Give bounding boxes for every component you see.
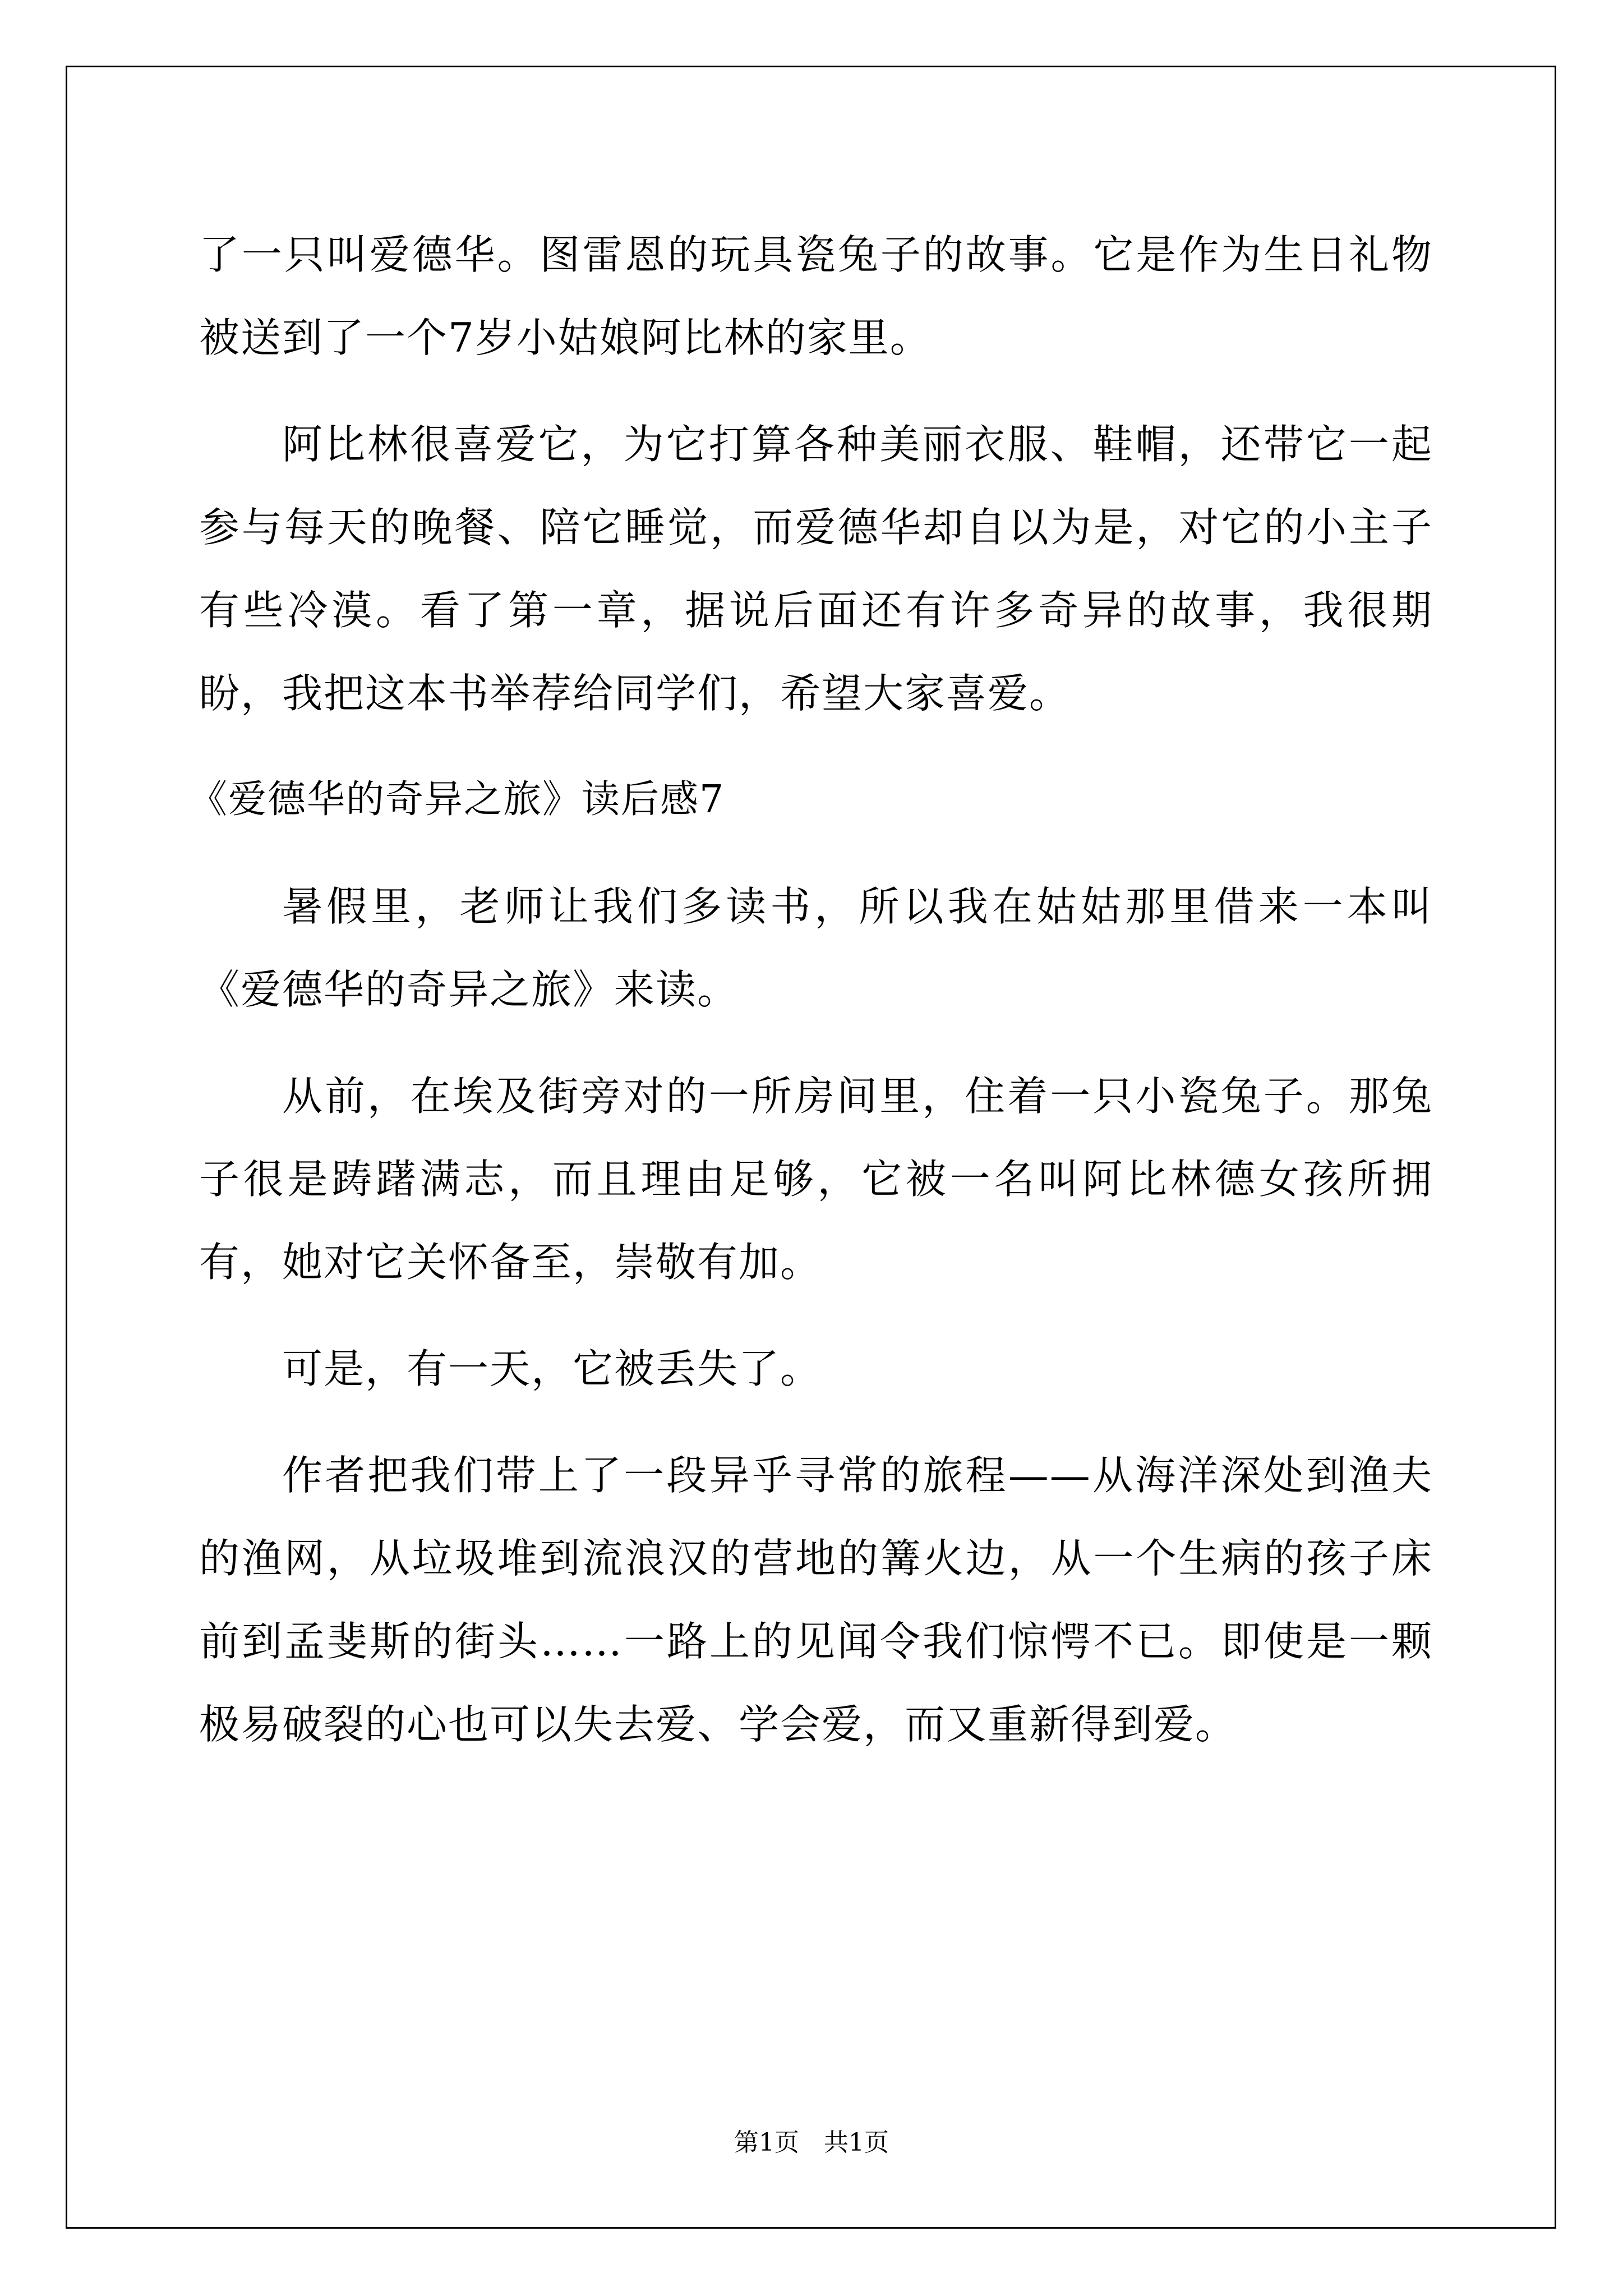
paragraph-3: 暑假里，老师让我们多读书，所以我在姑姑那里借来一本叫《爱德华的奇异之旅》来读。 [199, 883, 1433, 1013]
page-number-footer: 第1页 共1页 [734, 2128, 889, 2157]
paragraph-1: 了一只叫爱德华。图雷恩的玩具瓷兔子的故事。它是作为生日礼物被送到了一个7岁小姑娘阿比林的家里。 [199, 231, 1433, 361]
paragraph-5: 可是，有一天，它被丢失了。 [282, 1345, 822, 1392]
document-body [189, 213, 1433, 1789]
paragraph-2: 阿比林很喜爱它，为它打算各种美丽衣服、鞋帽，还带它一起参与每天的晚餐、陪它睡觉，而爱德华却自以为是，对它的小主子有些冷漠。看了第一章，据说后面还有许多奇异的故事，我很期盼，我把这本书举荐给同学们，希望大家喜爱。 [199, 421, 1433, 717]
section-heading: 《爱德华的奇异之旅》读后感7 [189, 777, 725, 822]
paragraph-4: 从前，在埃及街旁对的一所房间里，住着一只小瓷兔子。那兔子很是踌躇满志，而且理由足够，它被一名叫阿比林德女孩所拥有，她对它关怀备至，崇敬有加。 [199, 1073, 1433, 1286]
paragraph-6: 作者把我们带上了一段异乎寻常的旅程——从海洋深处到渔夫的渔网，从垃圾堆到流浪汉的营地的篝火边，从一个生病的孩子床前到孟斐斯的街头……一路上的见闻令我们惊愕不已。即使是一颗极易破裂的心也可以失去爱、学会爱，而又重新得到爱。 [199, 1452, 1433, 1748]
